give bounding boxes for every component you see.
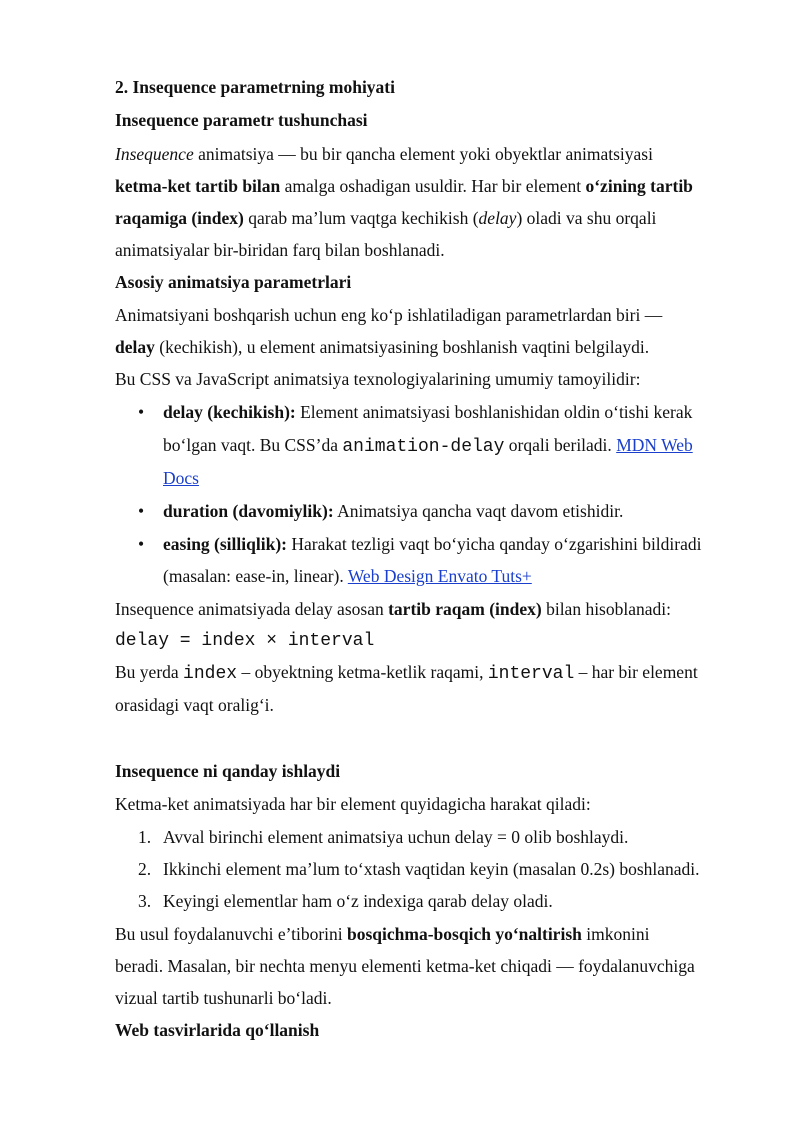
subheading-how: Insequence ni qanday ishlaydi [115, 761, 341, 781]
bullet-item-delay-cont: bo‘lgan vaqt. Bu CSS’da animation-delay orqali beriladi. MDN Web [163, 435, 693, 457]
paragraph-line: Bu yerda index – obyektning ketma-ketlik raqami, interval – har bir element [115, 662, 698, 684]
paragraph-line: orasidagi vaqt oralig‘i. [115, 695, 274, 715]
envato-link[interactable]: Web Design Envato Tuts+ [347, 566, 532, 586]
paragraph-line: vizual tartib tushunarli bo‘ladi. [115, 988, 332, 1008]
mdn-link[interactable]: MDN Web [616, 435, 693, 455]
step-number: 2. [138, 859, 152, 879]
mdn-link-cont[interactable]: Docs [163, 468, 199, 488]
bullet-marker: • [138, 534, 145, 554]
formula-line [115, 628, 374, 650]
bullet-marker: • [138, 501, 145, 521]
code-index: index [183, 664, 238, 684]
bullet-item-delay-cont [163, 467, 199, 489]
paragraph-line: Ketma-ket animatsiyada har bir element quyidagicha harakat qiladi: [115, 794, 591, 814]
bullet-item-delay: delay (kechikish): Element animatsiyasi boshlanishidan oldin o‘tishi kerak [163, 402, 693, 422]
list-item: Ikkinchi element ma’lum to‘xtash vaqtidan keyin (masalan 0.2s) boshlanadi. [163, 859, 700, 879]
section-heading: 2. Insequence parametrning mohiyati [115, 77, 395, 97]
bullet-item-easing-cont: (masalan: ease-in, linear). Web Design Envato Tuts+ [163, 566, 532, 586]
bullet-marker: • [138, 402, 145, 422]
code-interval: interval [487, 664, 575, 684]
code-animation-delay: animation-delay [342, 437, 505, 457]
list-item: Keyingi elementlar ham o‘z indexiga qarab delay oladi. [163, 891, 553, 911]
paragraph-line: Bu usul foydalanuvchi e’tiborini bosqichma-bosqich yo‘naltirish imkonini [115, 924, 650, 944]
paragraph-line: ketma-ket tartib bilan amalga oshadigan usuldir. Har bir element o‘zining tartib [115, 176, 693, 196]
paragraph-line: Bu CSS va JavaScript animatsiya texnologiyalarining umumiy tamoyilidir: [115, 369, 641, 389]
paragraph-line: Insequence animatsiya — bu bir qancha element yoki obyektlar animatsiyasi [115, 144, 653, 164]
paragraph-line: animatsiyalar bir-biridan farq bilan boshlanadi. [115, 240, 445, 260]
formula: delay = index × interval [115, 631, 375, 651]
subheading-params: Asosiy animatsiya parametrlari [115, 272, 352, 292]
bullet-item-easing: easing (silliqlik): Harakat tezligi vaqt bo‘yicha qanday o‘zgarishini bildiradi [163, 534, 702, 554]
paragraph-line: Animatsiyani boshqarish uchun eng ko‘p ishlatiladigan parametrlardan biri — [115, 305, 663, 325]
paragraph-line: raqamiga (index) qarab ma’lum vaqtga kechikish (delay) oladi va shu orqali [115, 208, 657, 228]
bullet-item-duration: duration (davomiylik): Animatsiya qancha vaqt davom etishidir. [163, 501, 624, 521]
paragraph-line: Insequence animatsiyada delay asosan tartib raqam (index) bilan hisoblanadi: [115, 599, 671, 619]
paragraph-line: delay (kechikish), u element animatsiyasining boshlanish vaqtini belgilaydi. [115, 337, 650, 357]
subheading-concept: Insequence parametr tushunchasi [115, 110, 368, 130]
list-item: Avval birinchi element animatsiya uchun delay = 0 olib boshlaydi. [163, 827, 629, 847]
step-number: 1. [138, 827, 152, 847]
step-number: 3. [138, 891, 152, 911]
paragraph-line: beradi. Masalan, bir nechta menyu elementi ketma-ket chiqadi — foydalanuvchiga [115, 956, 695, 976]
subheading-web: Web tasvirlarida qo‘llanish [115, 1020, 320, 1040]
